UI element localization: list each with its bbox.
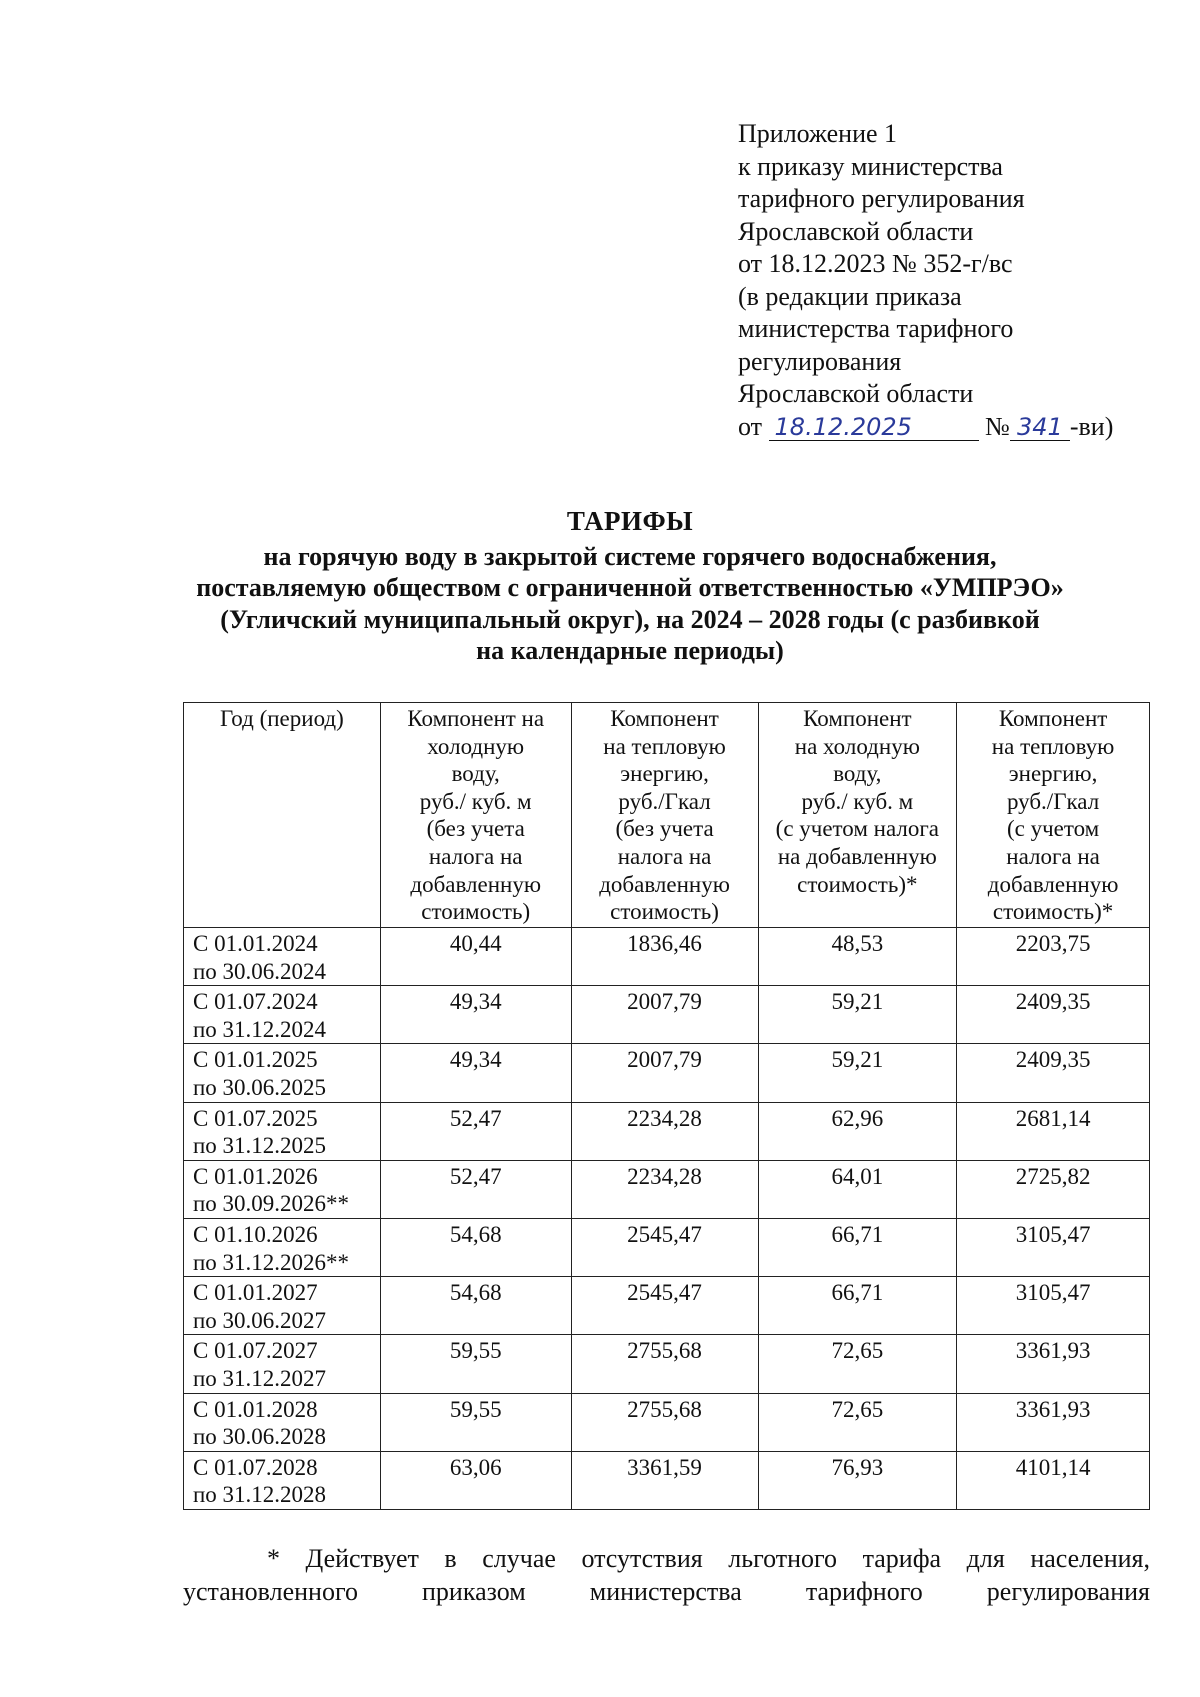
title-line: поставляемую обществом с ограниченной ответственностью «УМПРЭО» xyxy=(196,573,1064,602)
period-from: С 01.07.2028 xyxy=(193,1454,318,1480)
period-from: С 01.01.2025 xyxy=(193,1047,318,1073)
header-text-line: Год (период) xyxy=(220,706,344,731)
period-to: по 30.06.2028 xyxy=(193,1424,327,1450)
cold-water-vat-cell: 66,71 xyxy=(758,1218,957,1276)
period-to: по 30.06.2025 xyxy=(193,1074,327,1100)
period-cell xyxy=(184,1277,381,1335)
header-text-line: энергию, xyxy=(1008,761,1098,787)
annex-line: тарифного регулирования xyxy=(738,184,1025,213)
header-text-line: Компонент xyxy=(803,706,912,731)
header-period xyxy=(184,703,381,928)
title-main: ТАРИФЫ xyxy=(566,506,694,536)
header-heat-energy xyxy=(571,703,758,928)
cold-water-vat-cell: 72,65 xyxy=(758,1335,957,1393)
amendment-suffix: -ви) xyxy=(1069,411,1114,441)
header-text-line: руб./ куб. м xyxy=(419,788,532,814)
handwritten-number: 341 xyxy=(1010,414,1070,441)
period-to: по 31.12.2028 xyxy=(193,1482,327,1508)
cold-water-cell: 49,34 xyxy=(380,1044,571,1102)
header-text-line: (с учетом xyxy=(1006,816,1100,842)
period-to: по 30.09.2026** xyxy=(193,1191,350,1217)
header-text-line: налога на xyxy=(428,843,523,869)
cold-water-cell: 52,47 xyxy=(380,1102,571,1160)
number-sign: № xyxy=(985,411,1010,441)
header-cold-water xyxy=(380,703,571,928)
table-row xyxy=(184,1393,1150,1451)
annex-line: (в редакции приказа xyxy=(738,281,962,311)
header-text-line: (с учетом налога xyxy=(775,816,940,842)
period-to: по 31.12.2026** xyxy=(193,1249,350,1275)
table-row xyxy=(184,1102,1150,1160)
heat-energy-vat-cell: 3105,47 xyxy=(957,1277,1150,1335)
table-row xyxy=(184,928,1150,986)
header-text-line: Компонент xyxy=(998,706,1108,731)
period-cell xyxy=(184,1451,381,1509)
cold-water-vat-cell: 64,01 xyxy=(758,1160,957,1218)
cold-water-cell: 40,44 xyxy=(380,928,571,986)
cold-water-cell: 59,55 xyxy=(380,1335,571,1393)
heat-energy-vat-cell: 2725,82 xyxy=(957,1160,1150,1218)
period-cell xyxy=(184,1335,381,1393)
table-header-row xyxy=(184,703,1150,928)
table-row xyxy=(184,1218,1150,1276)
cold-water-vat-cell: 62,96 xyxy=(758,1102,957,1160)
header-text-line: стоимость) xyxy=(610,899,719,925)
header-text-line: руб./Гкал xyxy=(1006,788,1100,814)
annex-line: Ярославской области xyxy=(738,379,974,408)
header-cold-water-vat xyxy=(758,703,957,928)
period-from: С 01.07.2027 xyxy=(193,1338,318,1364)
amendment-line xyxy=(738,411,1113,444)
cold-water-cell: 59,55 xyxy=(380,1393,571,1451)
heat-energy-vat-cell: 4101,14 xyxy=(957,1451,1150,1509)
title-line: (Угличский муниципальный округ), на 2024 – 2028 годы (с разбивкой xyxy=(220,604,1040,634)
period-from: С 01.07.2024 xyxy=(193,989,318,1015)
heat-energy-vat-cell: 2203,75 xyxy=(957,928,1150,986)
annex-line: Ярославской области xyxy=(738,216,974,246)
period-cell xyxy=(184,1044,381,1102)
tariffs-table xyxy=(183,702,1150,1510)
heat-energy-vat-cell: 2409,35 xyxy=(957,1044,1150,1102)
heat-energy-cell: 2007,79 xyxy=(571,1044,758,1102)
period-from: С 01.01.2027 xyxy=(193,1280,318,1306)
period-to: по 31.12.2024 xyxy=(193,1016,327,1042)
header-text-line: (без учета xyxy=(615,816,714,842)
heat-energy-cell: 2755,68 xyxy=(571,1335,758,1393)
annex-line: к приказу министерства xyxy=(738,151,1003,181)
header-text-line: налога на xyxy=(1006,843,1100,869)
annex-line: от 18.12.2023 № 352-г/вс xyxy=(738,249,1013,278)
period-cell xyxy=(184,1393,381,1451)
cold-water-vat-cell: 48,53 xyxy=(758,928,957,986)
cold-water-cell: 54,68 xyxy=(380,1218,571,1276)
footnote xyxy=(183,1542,1150,1608)
period-cell xyxy=(184,986,381,1044)
title-line: на горячую воду в закрытой системе горячего водоснабжения, xyxy=(263,541,997,571)
period-to: по 31.12.2025 xyxy=(193,1133,327,1159)
period-cell xyxy=(184,1218,381,1276)
heat-energy-cell: 2545,47 xyxy=(571,1218,758,1276)
footnote-line: установленного приказом министерства тарифного регулирования xyxy=(183,1577,1150,1606)
header-text-line: на тепловую xyxy=(603,733,726,759)
cold-water-cell: 49,34 xyxy=(380,986,571,1044)
header-text-line: воду, xyxy=(833,761,882,787)
header-text-line: налога на xyxy=(617,843,712,869)
cold-water-cell: 54,68 xyxy=(380,1277,571,1335)
header-text-line: стоимость) xyxy=(421,899,531,925)
period-cell xyxy=(184,1160,381,1218)
header-text-line: Компонент на xyxy=(407,706,545,731)
period-cell xyxy=(184,928,381,986)
heat-energy-cell: 2545,47 xyxy=(571,1277,758,1335)
annex-block xyxy=(738,118,1113,443)
annex-line: Приложение 1 xyxy=(738,119,898,148)
header-text-line: на добавленную xyxy=(777,843,937,869)
table-row xyxy=(184,1277,1150,1335)
header-text-line: воду, xyxy=(451,761,500,787)
cold-water-vat-cell: 66,71 xyxy=(758,1277,957,1335)
header-text-line: энергию, xyxy=(620,761,709,787)
cold-water-vat-cell: 76,93 xyxy=(758,1451,957,1509)
cold-water-cell: 63,06 xyxy=(380,1451,571,1509)
header-text-line: добавленную xyxy=(599,871,730,897)
header-text-line: (без учета xyxy=(426,816,525,842)
annex-line: регулирования xyxy=(738,346,902,376)
heat-energy-vat-cell: 3361,93 xyxy=(957,1393,1150,1451)
header-text-line: руб./ куб. м xyxy=(801,788,914,814)
heat-energy-vat-cell: 2409,35 xyxy=(957,986,1150,1044)
header-text-line: Компонент xyxy=(610,706,719,731)
heat-energy-cell: 1836,46 xyxy=(571,928,758,986)
footnote-line: * Действует в случае отсутствия льготного тарифа для населения, xyxy=(267,1544,1150,1573)
table-row xyxy=(184,1160,1150,1218)
handwritten-date: 18.12.2025 xyxy=(769,414,979,441)
period-cell xyxy=(184,1102,381,1160)
heat-energy-cell: 2755,68 xyxy=(571,1393,758,1451)
period-to: по 31.12.2027 xyxy=(193,1365,327,1391)
cold-water-cell: 52,47 xyxy=(380,1160,571,1218)
header-text-line: на холодную xyxy=(794,733,920,759)
cold-water-vat-cell: 59,21 xyxy=(758,986,957,1044)
table-row xyxy=(184,1451,1150,1509)
heat-energy-cell: 3361,59 xyxy=(571,1451,758,1509)
period-from: С 01.10.2026 xyxy=(193,1221,318,1247)
table-row xyxy=(184,1044,1150,1102)
period-to: по 30.06.2024 xyxy=(193,958,327,984)
cold-water-vat-cell: 59,21 xyxy=(758,1044,957,1102)
period-from: С 01.01.2026 xyxy=(193,1163,318,1189)
heat-energy-cell: 2234,28 xyxy=(571,1160,758,1218)
header-text-line: добавленную xyxy=(987,871,1119,897)
period-to: по 30.06.2027 xyxy=(193,1307,327,1333)
heat-energy-vat-cell: 3105,47 xyxy=(957,1218,1150,1276)
period-from: С 01.07.2025 xyxy=(193,1105,318,1131)
header-text-line: на тепловую xyxy=(991,733,1115,759)
header-text-line: добавленную xyxy=(410,871,542,897)
table-row xyxy=(184,986,1150,1044)
period-from: С 01.01.2028 xyxy=(193,1396,318,1422)
title-line: на календарные периоды) xyxy=(476,636,784,665)
document-title xyxy=(150,506,1110,667)
cold-water-vat-cell: 72,65 xyxy=(758,1393,957,1451)
header-heat-energy-vat xyxy=(957,703,1150,928)
header-text-line: стоимость)* xyxy=(992,899,1114,925)
table-row xyxy=(184,1335,1150,1393)
heat-energy-vat-cell: 2681,14 xyxy=(957,1102,1150,1160)
period-from: С 01.01.2024 xyxy=(193,931,318,956)
amendment-prefix: от xyxy=(738,411,763,441)
heat-energy-cell: 2007,79 xyxy=(571,986,758,1044)
heat-energy-vat-cell: 3361,93 xyxy=(957,1335,1150,1393)
heat-energy-cell: 2234,28 xyxy=(571,1102,758,1160)
header-text-line: холодную xyxy=(427,733,525,759)
annex-line: министерства тарифного xyxy=(738,314,1014,343)
header-text-line: стоимость)* xyxy=(797,871,918,897)
header-text-line: руб./Гкал xyxy=(618,788,711,814)
